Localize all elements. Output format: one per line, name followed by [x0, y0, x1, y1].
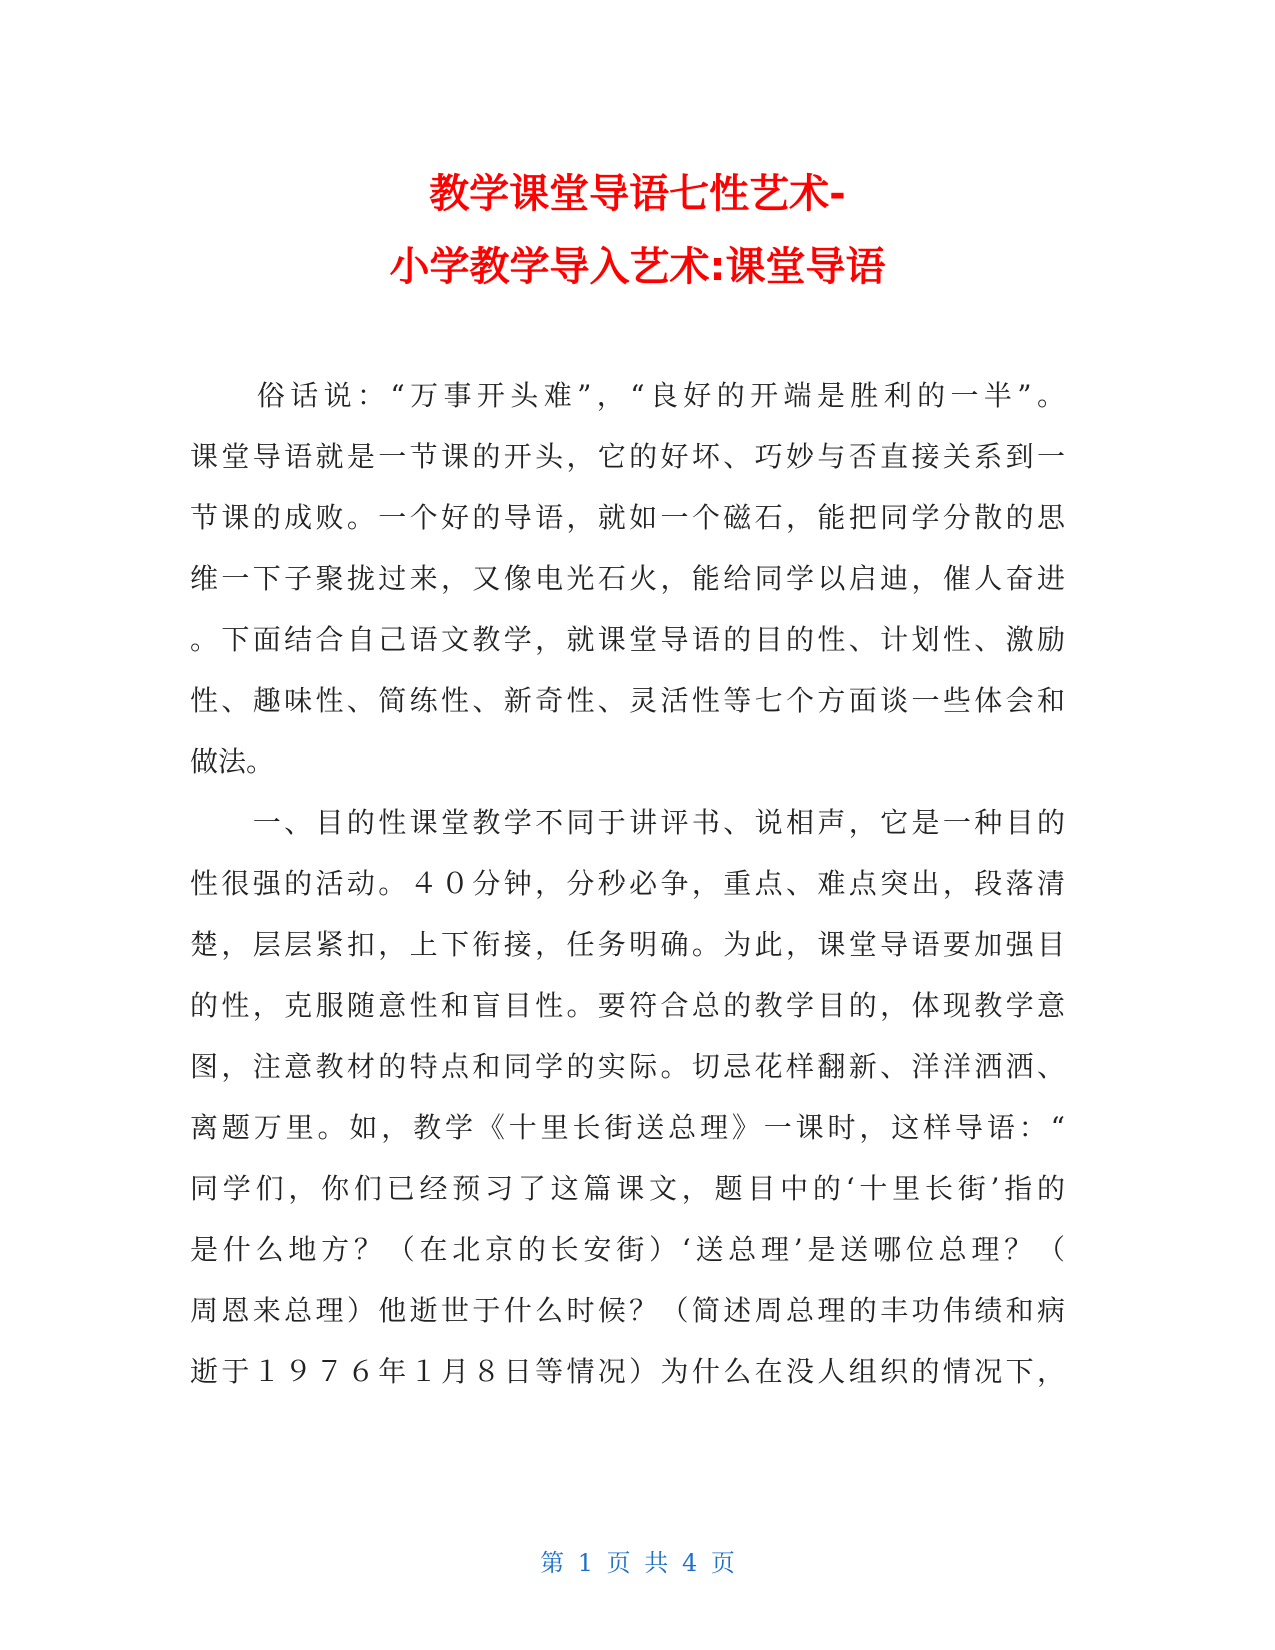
body-line: 。下面结合自己语文教学，就课堂导语的目的性、计划性、激励	[190, 623, 1065, 656]
body-line: 性、趣味性、简练性、新奇性、灵活性等七个方面谈一些体会和	[190, 684, 1065, 717]
body-line: 同学们，你们已经预习了这篇课文，题目中的‘十里长街’指的	[190, 1172, 1065, 1205]
body-line: 离题万里。如，教学《十里长街送总理》一课时，这样导语：“	[190, 1111, 1065, 1144]
body-line: 周恩来总理）他逝世于什么时候？（简述周总理的丰功伟绩和病	[190, 1294, 1065, 1327]
document-title-line2: 小学教学导入艺术:课堂导语	[389, 244, 886, 290]
body-line: 是什么地方？（在北京的长安街）‘送总理’是送哪位总理？（	[190, 1233, 1065, 1266]
body-line: 课堂导语就是一节课的开头，它的好坏、巧妙与否直接关系到一	[190, 440, 1065, 473]
body-line: 性很强的活动。４０分钟，分秒必争，重点、难点突出，段落清	[190, 867, 1065, 900]
body-line: 图，注意教材的特点和同学的实际。切忌花样翻新、洋洋洒洒、	[190, 1050, 1065, 1083]
body-line: 一、目的性课堂教学不同于讲评书、说相声，它是一种目的	[190, 806, 1065, 839]
body-line: 节课的成败。一个好的导语，就如一个磁石，能把同学分散的思	[190, 501, 1065, 534]
body-line: 做法。	[190, 745, 275, 778]
body-line: 维一下子聚拢过来，又像电光石火，能给同学以启迪，催人奋进	[190, 562, 1065, 595]
page-footer: 第 1 页 共 4 页	[540, 1549, 735, 1577]
body-line: 逝于１９７６年１月８日等情况）为什么在没人组织的情况下，	[190, 1355, 1065, 1388]
body-line: 的性，克服随意性和盲目性。要符合总的教学目的，体现教学意	[190, 989, 1065, 1022]
document-title-line1: 教学课堂导语七性艺术-	[429, 171, 846, 217]
body-line: 俗话说：“万事开头难”，“良好的开端是胜利的一半”。	[190, 379, 1065, 412]
body-line: 楚，层层紧扣，上下衔接，任务明确。为此，课堂导语要加强目	[190, 928, 1065, 961]
document-body	[190, 372, 1065, 1409]
